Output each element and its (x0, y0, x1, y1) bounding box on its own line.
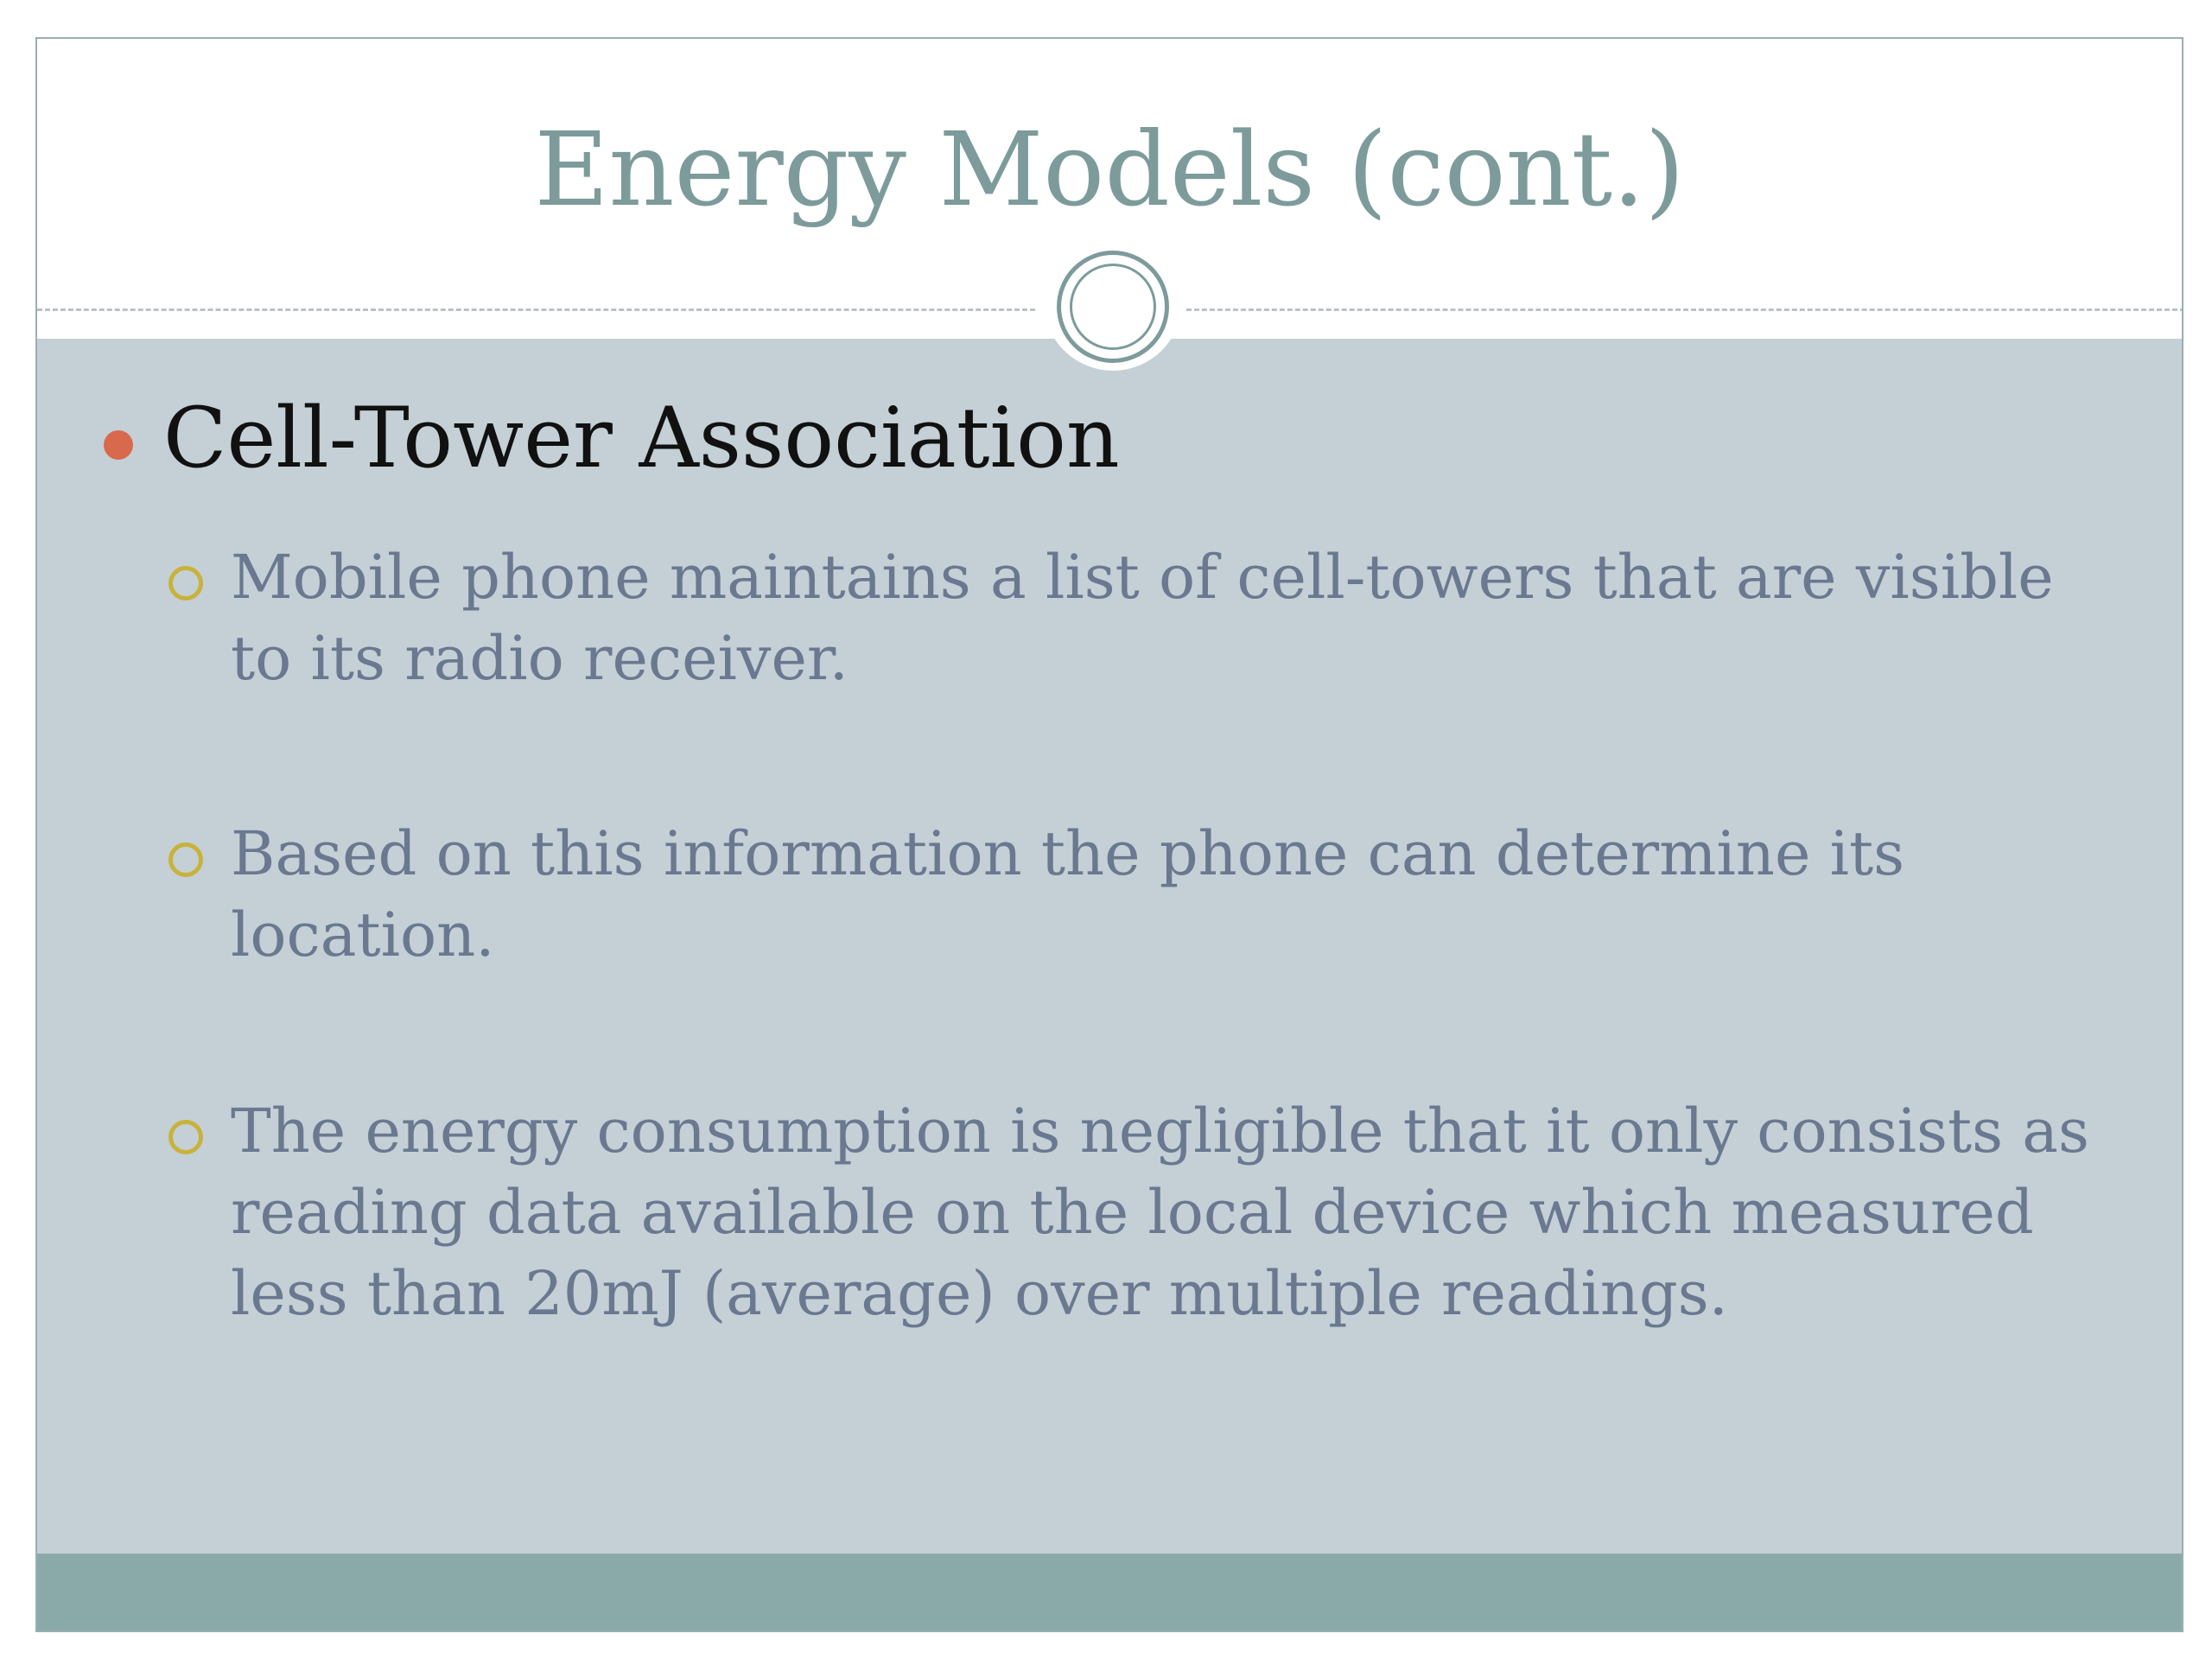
footer-bar (37, 1554, 2182, 1632)
filled-dot-icon (104, 430, 133, 460)
sub-bullet-text: The energy consumption is negligible that it only consists as reading data available on the local device which measured less than 20mJ (average) over multiple readings. (231, 1096, 2089, 1329)
sub-bullet-text: Mobile phone maintains a list of cell-towers that are visible to its radio receiver. (231, 542, 2054, 694)
medallion-inner-ring (1070, 264, 1156, 350)
title-divider-right (1186, 308, 2183, 311)
sub-bullet-text: Based on this information the phone can determine its location. (231, 818, 1905, 970)
slide (35, 37, 2183, 1632)
title-divider-left (37, 308, 1035, 311)
slide-title: Energy Models (cont.) (534, 110, 1685, 229)
hollow-circle-icon (168, 842, 203, 877)
hollow-circle-icon (168, 1120, 203, 1154)
bullet-heading: Cell-Tower Association (163, 390, 1120, 486)
hollow-circle-icon (168, 566, 203, 601)
